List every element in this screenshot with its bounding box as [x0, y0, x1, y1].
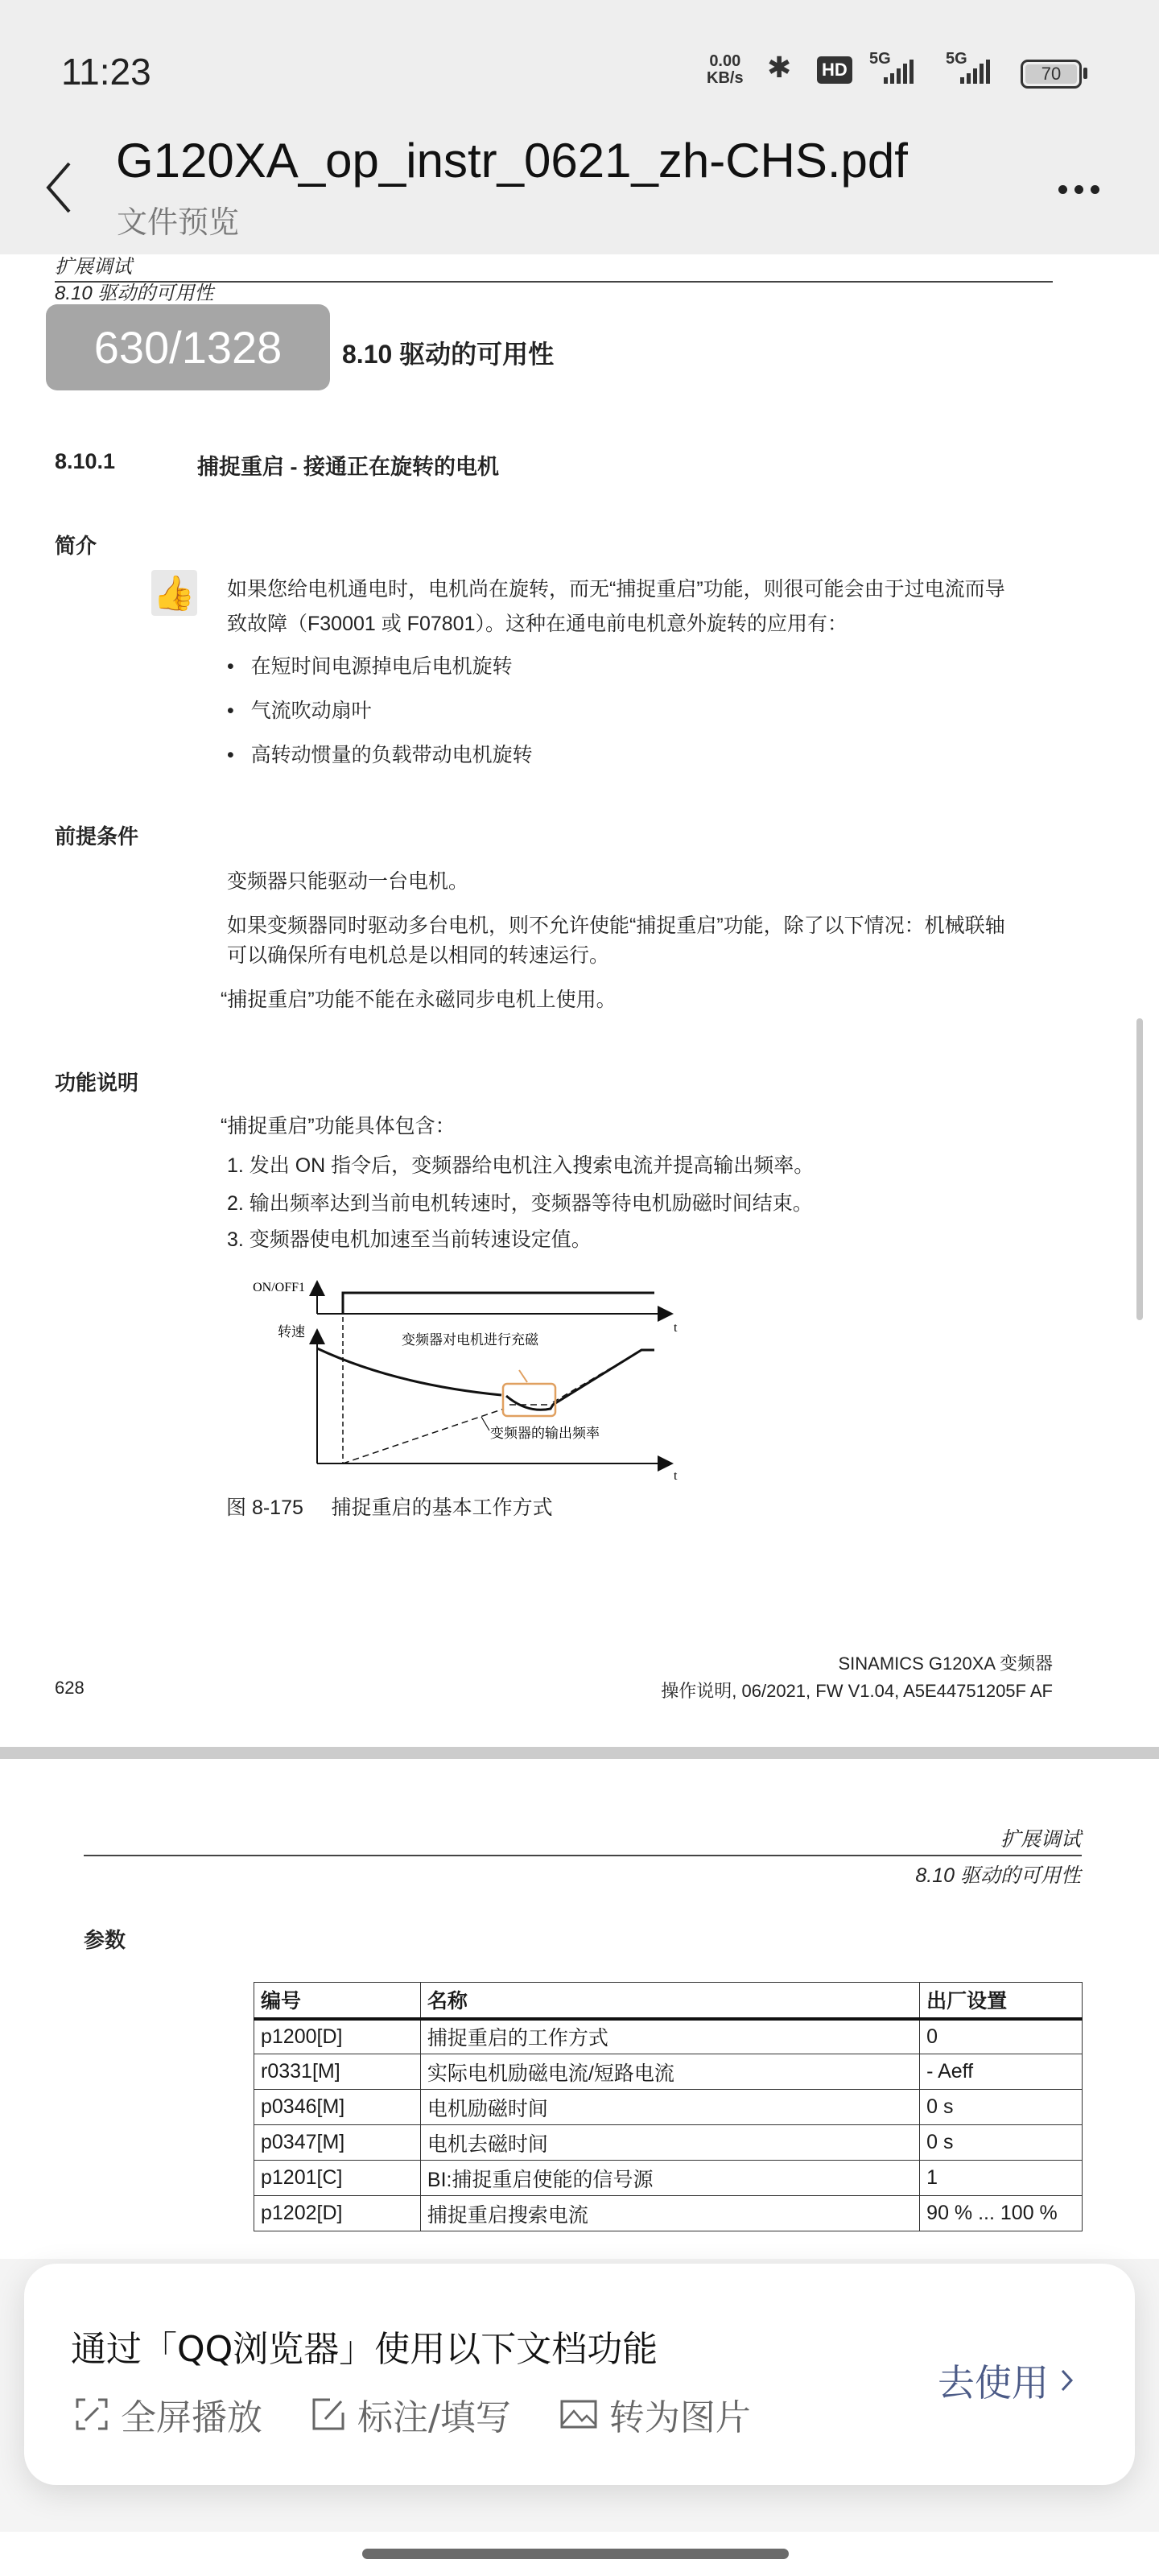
- figure-number: 图 8-175: [226, 1496, 303, 1519]
- footer-doc-info: 操作说明, 06/2021, FW V1.04, A5E44751205F AF: [661, 1681, 1053, 1701]
- back-button[interactable]: [39, 151, 87, 224]
- highlight-pointer: [519, 1370, 527, 1382]
- param-default: 0 s: [920, 2090, 1083, 2125]
- home-indicator[interactable]: [362, 2549, 789, 2559]
- list-item: • 在短时间电源掉电后电机旋转: [227, 655, 513, 678]
- header-rule: [84, 1855, 1082, 1856]
- feature-label: 全屏播放: [121, 2397, 262, 2438]
- column-header: 名称: [420, 1983, 919, 2019]
- more-button[interactable]: [1046, 165, 1111, 213]
- image-icon: [559, 2396, 598, 2432]
- annotate-icon: [311, 2396, 346, 2432]
- feature-fullscreen[interactable]: [74, 2388, 262, 2440]
- t-label-bottom: t: [674, 1469, 678, 1483]
- param-id: p1202[D]: [254, 2196, 421, 2231]
- param-id: r0331[M]: [254, 2054, 421, 2090]
- flying-restart-diagram: [201, 1256, 700, 1489]
- signal-bars-2-icon: [960, 60, 990, 84]
- param-default: 90 % ... 100 %: [920, 2196, 1083, 2231]
- intro-paragraph-line1: 如果您给电机通电时，电机尚在旋转，而无“捕捉重启”功能，则很可能会由于过电流而导: [227, 578, 1005, 601]
- prereq-heading: 前提条件: [55, 824, 139, 848]
- prereq-p2-line1: 如果变频器同时驱动多台电机，则不允许使能“捕捉重启”功能，除了以下情况：机械联轴: [227, 914, 1005, 937]
- footer-page-number: 628: [55, 1678, 85, 1698]
- feature-to-image[interactable]: [559, 2388, 751, 2440]
- subsection-title: 捕捉重启 - 接通正在旋转的电机: [197, 455, 499, 479]
- prereq-p2-line2: 可以确保所有电机总是以相同的转速运行。: [227, 944, 610, 967]
- prereq-p1: 变频器只能驱动一台电机。: [227, 870, 469, 893]
- param-default: 0 s: [920, 2125, 1083, 2161]
- freq-pointer: [481, 1417, 489, 1430]
- battery-tip: [1083, 68, 1087, 79]
- go-use-label: 去使用: [938, 2361, 1049, 2405]
- param-id: p1201[C]: [254, 2161, 421, 2196]
- bullet-text: 在短时间电源掉电后电机旋转: [250, 655, 513, 678]
- hd-badge: HD: [817, 56, 852, 84]
- param-name: 电机励磁时间: [420, 2090, 919, 2125]
- parameters-heading: 参数: [84, 1928, 126, 1952]
- go-use-button[interactable]: [938, 2354, 1074, 2407]
- subsection-number: 8.10.1: [55, 449, 116, 473]
- signal-bars-1-icon: [884, 60, 914, 84]
- chevron-right-icon: [1058, 2367, 1074, 2394]
- feature-label: 转为图片: [608, 2397, 751, 2438]
- param-name: 捕捉重启的工作方式: [420, 2019, 919, 2054]
- list-item: • 高转动惯量的负载带动电机旋转: [227, 744, 533, 766]
- param-default: - Aeff: [920, 2054, 1083, 2090]
- promo-title: 通过「QQ浏览器」使用以下文档功能: [71, 2329, 658, 2370]
- list-item: • 气流吹动扇叶: [227, 700, 372, 722]
- table-row: [254, 2019, 1083, 2054]
- function-heading: 功能说明: [55, 1071, 139, 1095]
- prereq-p3: “捕捉重启”功能不能在永磁同步电机上使用。: [221, 989, 617, 1011]
- param-id: p0347[M]: [254, 2125, 421, 2161]
- table-header-row: [254, 1983, 1083, 2019]
- figure-caption-text: 捕捉重启的基本工作方式: [331, 1496, 553, 1519]
- footer-product: SINAMICS G120XA 变频器: [838, 1653, 1053, 1674]
- section-title: 8.10 驱动的可用性: [342, 340, 555, 369]
- net-speed: [707, 53, 744, 87]
- param-name: BI:捕捉重启使能的信号源: [420, 2161, 919, 2196]
- running-header-chapter: 扩展调试: [55, 256, 132, 278]
- net-speed-value: 0.00: [709, 52, 741, 70]
- motor-speed-curve: [317, 1348, 654, 1410]
- function-intro: “捕捉重启”功能具体包含：: [221, 1115, 456, 1137]
- parameter-table: [254, 1982, 1083, 2231]
- function-step: 3. 变频器使电机加速至当前转速设定值。: [227, 1228, 592, 1251]
- magnetize-label: 变频器对电机进行充磁: [402, 1332, 538, 1348]
- page-indicator: 630/1328: [46, 304, 330, 390]
- param-name: 捕捉重启搜索电流: [420, 2196, 919, 2231]
- onoff-label: ON/OFF1: [253, 1281, 305, 1294]
- status-time: 11:23: [61, 51, 151, 93]
- output-frequency-label: 变频器的输出频率: [490, 1426, 600, 1442]
- param-id: p1200[D]: [254, 2019, 421, 2054]
- fullscreen-icon: [74, 2396, 109, 2432]
- running-header-section: 8.10 驱动的可用性: [915, 1864, 1081, 1887]
- function-step: 1. 发出 ON 指令后，变频器给电机注入搜索电流并提高输出频率。: [227, 1154, 815, 1177]
- bluetooth-icon: ✱: [767, 52, 792, 85]
- param-default: 0: [920, 2019, 1083, 2054]
- column-header: 出厂设置: [920, 1983, 1083, 2019]
- feature-annotate[interactable]: [311, 2388, 511, 2440]
- figure-caption: [226, 1492, 553, 1521]
- document-subtitle: 文件预览: [117, 204, 240, 240]
- qq-browser-promo-card[interactable]: [24, 2264, 1135, 2485]
- bullet-text: 高转动惯量的负载带动电机旋转: [250, 744, 533, 766]
- scrollbar-thumb[interactable]: [1136, 1018, 1143, 1320]
- page-separator: [0, 1747, 1159, 1759]
- table-row: [254, 2196, 1083, 2231]
- table-row: [254, 2161, 1083, 2196]
- table-row: [254, 2090, 1083, 2125]
- intro-paragraph-line2: 致故障（F30001 或 F07801）。这种在通电前电机意外旋转的应用有：: [227, 613, 848, 635]
- battery-level: 70: [1025, 64, 1077, 84]
- param-id: p0346[M]: [254, 2090, 421, 2125]
- t-label-top: t: [674, 1321, 678, 1335]
- function-step: 2. 输出频率达到当前电机转速时，变频器等待电机励磁时间结束。: [227, 1192, 813, 1215]
- column-header: 编号: [254, 1983, 421, 2019]
- battery-icon: [1021, 60, 1082, 89]
- intro-heading: 简介: [55, 534, 97, 558]
- signal-label-1: 5G: [869, 50, 891, 68]
- net-speed-unit: KB/s: [707, 69, 744, 87]
- speed-label: 转速: [278, 1324, 305, 1340]
- table-row: [254, 2054, 1083, 2090]
- document-title: G120XA_op_instr_0621_zh-CHS.pdf: [116, 134, 908, 188]
- running-header-section: 8.10 驱动的可用性: [55, 283, 214, 304]
- promo-features: [74, 2388, 751, 2440]
- output-frequency-curve: [343, 1350, 641, 1463]
- chevron-left-icon: [39, 151, 87, 224]
- signal-label-2: 5G: [946, 50, 967, 68]
- param-default: 1: [920, 2161, 1083, 2196]
- on-signal-line: [343, 1293, 654, 1314]
- param-name: 电机去磁时间: [420, 2125, 919, 2161]
- running-header-chapter: 扩展调试: [1000, 1828, 1081, 1851]
- param-name: 实际电机励磁电流/短路电流: [420, 2054, 919, 2090]
- more-dots-icon: [1058, 185, 1067, 194]
- thumbs-up-icon: 👍: [151, 570, 197, 616]
- app-header: [0, 0, 1159, 254]
- bullet-text: 气流吹动扇叶: [250, 700, 372, 722]
- feature-label: 标注/填写: [357, 2397, 511, 2438]
- table-row: [254, 2125, 1083, 2161]
